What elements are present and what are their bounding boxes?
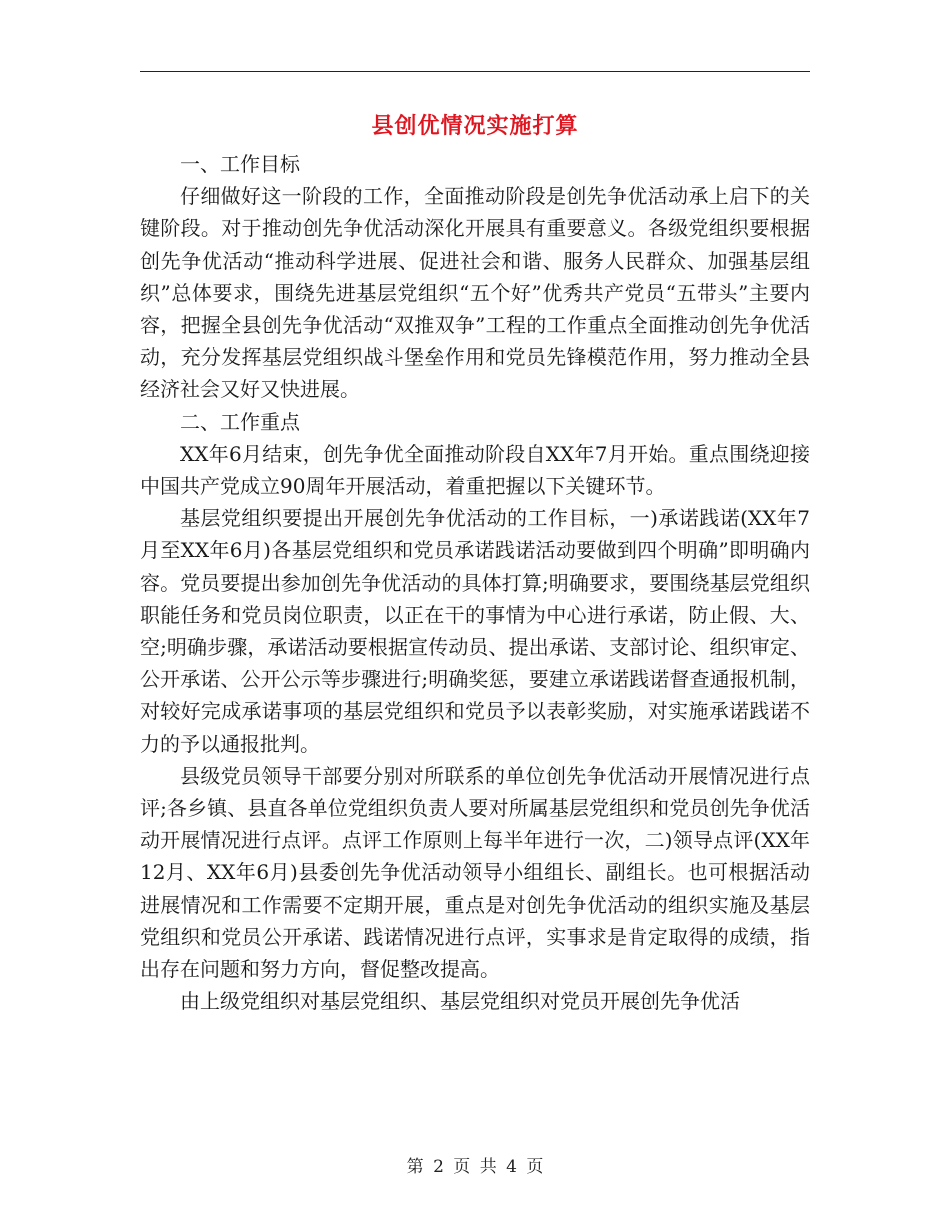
document-body — [140, 148, 810, 1017]
header-rule — [140, 71, 810, 72]
section-heading-focus: 二、工作重点 — [180, 409, 300, 434]
page-number: 第 2 页 共 4 页 — [406, 1157, 544, 1177]
paragraph-continued: 由上级党组织对基层党组织、基层党组织对党员开展创先争优活 — [180, 989, 740, 1014]
document-title: 县创优情况实施打算 — [371, 113, 579, 139]
paragraph-review: 县级党员领导干部要分别对所联系的单位创先争优活动开展情况进行点评;各乡镇、县直各单位党组织负责人要对所属基层党组织和党员创先争优活动开展情况进行点评。点评工作原则上每半年进行一次，二)领导点评(XX年12月、XX年6月)县委创先争优活动领导小组组长、副组长。也可根据活动进展情况和工作需要不定期开展，重点是对创先争优活动的组织实施及基层党组织和党员公开承诺、践诺情况进行点评，实事求是肯定取得的成绩，指出存在问题和努力方向，督促整改提高。 — [140, 763, 810, 982]
paragraph-commitment: 基层党组织要提出开展创先争优活动的工作目标，一)承诺践诺(XX年7月至XX年6月)各基层党组织和党员承诺践诺活动要做到四个明确”即明确内容。党员要提出参加创先争优活动的具体打算;明确要求，要围绕基层党组织职能任务和党员岗位职责，以正在干的事情为中心进行承诺，防止假、大、空;明确步骤，承诺活动要根据宣传动员、提出承诺、支部讨论、组织审定、公开承诺、公开公示等步骤进行;明确奖惩，要建立承诺践诺督查通报机制，对较好完成承诺事项的基层党组织和党员予以表彰奖励，对实施承诺践诺不力的予以通报批判。 — [140, 506, 810, 756]
section-heading-goals: 一、工作目标 — [180, 152, 300, 176]
paragraph-timeline: XX年6月结束，创先争优全面推动阶段自XX年7月开始。重点围绕迎接中国共产党成立90周年开展活动，着重把握以下关键环节。 — [140, 441, 810, 499]
paragraph-goals: 仔细做好这一阶段的工作，全面推动阶段是创先争优活动承上启下的关键阶段。对于推动创先争优活动深化开展具有重要意义。各级党组织要根据创先争优活动“推动科学进展、促进社会和谐、服务人民群众、加强基层组织”总体要求，围绕先进基层党组织“五个好”优秀共产党员“五带头”主要内容，把握全县创先争优活动“双推双争”工程的工作重点全面推动创先争优活动，充分发挥基层党组织战斗堡垒作用和党员先锋模范作用，努力推动全县经济社会又好又快进展。 — [140, 184, 810, 402]
